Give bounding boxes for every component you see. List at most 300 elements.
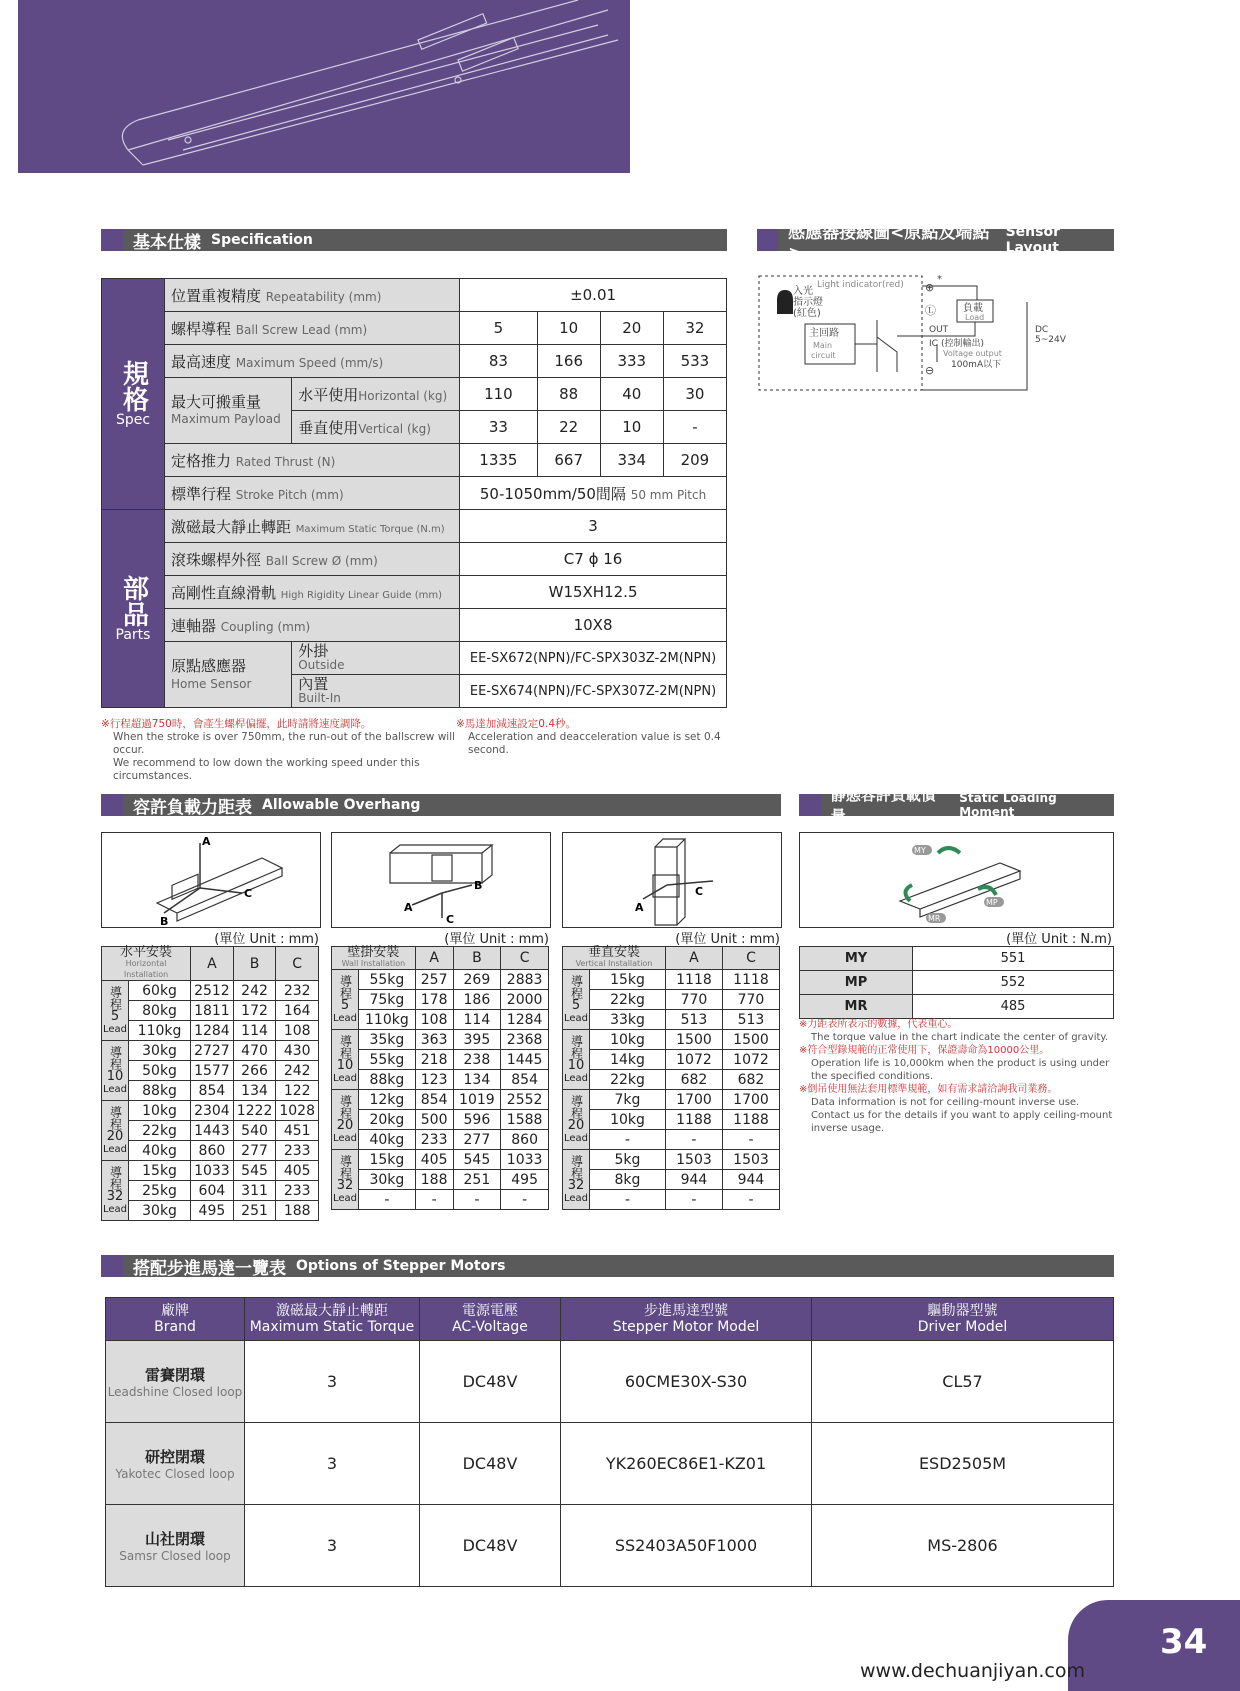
lead-en: Lead bbox=[332, 1072, 358, 1084]
model-cell: SS2403A50F1000 bbox=[561, 1505, 812, 1587]
lead-cell bbox=[563, 1150, 590, 1210]
asterisk: * bbox=[937, 274, 942, 285]
col-model bbox=[561, 1298, 812, 1341]
note-text: When the stroke is over 750mm, the run-out of the ballscrew will occur. bbox=[113, 731, 456, 756]
value-cell: 108 bbox=[415, 1010, 453, 1030]
guide-value: W15XH12.5 bbox=[460, 576, 727, 609]
header-en: Driver Model bbox=[917, 1319, 1008, 1335]
value-cell: 513 bbox=[722, 1010, 779, 1030]
load-cell: 40kg bbox=[359, 1130, 416, 1150]
value-cell: 172 bbox=[233, 1001, 276, 1021]
value-cell: 188 bbox=[415, 1170, 453, 1190]
horizontal-overhang-table bbox=[101, 946, 319, 1221]
guide-zh: 高剛性直線滑軌 bbox=[171, 583, 277, 602]
static-moment-table bbox=[799, 946, 1114, 1019]
value-cell: 405 bbox=[415, 1150, 453, 1170]
header-zh: 電源電壓 bbox=[462, 1303, 518, 1319]
section-title-en: Sensor Layout bbox=[1005, 224, 1060, 256]
value-cell: 251 bbox=[453, 1170, 501, 1190]
value-cell: 1811 bbox=[191, 1001, 234, 1021]
payload-horizontal-label bbox=[292, 378, 460, 411]
payload-zh: 最大可搬重量 bbox=[171, 392, 262, 411]
value-cell: 854 bbox=[501, 1070, 549, 1090]
torque-zh: 激磁最大靜止轉距 bbox=[171, 517, 292, 536]
lead-word: 導程 bbox=[338, 1094, 353, 1119]
value-cell: 944 bbox=[665, 1170, 722, 1190]
lead-value: 10 bbox=[537, 312, 600, 345]
load-cell: 10kg bbox=[590, 1030, 666, 1050]
stroke-value bbox=[460, 477, 727, 510]
lead-word: 導程 bbox=[108, 1045, 123, 1070]
value-cell: 495 bbox=[191, 1201, 234, 1221]
lead-value: 20 bbox=[336, 1117, 354, 1133]
thrust-label bbox=[165, 444, 460, 477]
table-row bbox=[102, 1041, 319, 1061]
value-cell: 114 bbox=[453, 1010, 501, 1030]
actuator-illustration bbox=[18, 0, 630, 173]
header-zh: 驅動器型號 bbox=[927, 1303, 998, 1319]
value-cell: 178 bbox=[415, 990, 453, 1010]
speed-zh: 最高速度 bbox=[171, 352, 232, 371]
spec-note-2 bbox=[456, 718, 726, 757]
lead-word: 導程 bbox=[108, 985, 123, 1010]
payload-h-value: 30 bbox=[663, 378, 726, 411]
value-cell: 500 bbox=[415, 1110, 453, 1130]
value-cell: 1188 bbox=[722, 1110, 779, 1130]
lead-value: 5 bbox=[340, 997, 350, 1013]
payload-v-value: 22 bbox=[537, 411, 600, 444]
table-row bbox=[106, 1341, 1114, 1423]
value-cell: 257 bbox=[415, 970, 453, 990]
value-cell: 2883 bbox=[501, 970, 549, 990]
table-header-row bbox=[106, 1298, 1114, 1341]
note-text: We recommend to low down the working speed under this circumstances. bbox=[113, 757, 420, 782]
table-row bbox=[102, 1121, 319, 1141]
load-cell: 75kg bbox=[359, 990, 416, 1010]
table-row bbox=[102, 1021, 319, 1041]
value-cell: 134 bbox=[233, 1081, 276, 1101]
lead-en: Lead bbox=[332, 1192, 358, 1204]
value-cell: 1033 bbox=[191, 1161, 234, 1181]
value-cell: 495 bbox=[501, 1170, 549, 1190]
sensor-outside-value: EE-SX672(NPN)/FC-SPX303Z-2M(NPN) bbox=[460, 642, 727, 675]
table-row bbox=[332, 1090, 549, 1110]
section-title-zh: 靜態容許負載慣量 bbox=[830, 786, 936, 825]
value-cell: 405 bbox=[276, 1161, 319, 1181]
value-cell: 311 bbox=[233, 1181, 276, 1201]
speed-en: Maximum Speed (mm/s) bbox=[235, 355, 384, 370]
stroke-en: Stroke Pitch (mm) bbox=[235, 487, 344, 502]
wall-install-image bbox=[331, 832, 551, 928]
lead-en: Ball Screw Lead (mm) bbox=[235, 322, 368, 337]
note-red: ※倒吊使用無法套用標準規範，如有需求請洽詢我司業務。 bbox=[799, 1084, 1058, 1095]
value-cell: 232 bbox=[276, 981, 319, 1001]
payload-h-value: 88 bbox=[537, 378, 600, 411]
spec-note-1 bbox=[101, 718, 461, 783]
load-cell: 25kg bbox=[129, 1181, 191, 1201]
unit-label: (單位 Unit : mm) bbox=[444, 932, 549, 947]
cat-parts-en: Parts bbox=[115, 626, 151, 643]
brand-cell bbox=[106, 1505, 245, 1587]
value-cell: 2512 bbox=[191, 981, 234, 1001]
static-notes bbox=[799, 1018, 1114, 1135]
table-row bbox=[102, 1181, 319, 1201]
out-label: OUT bbox=[929, 325, 949, 335]
value-cell: 1500 bbox=[722, 1030, 779, 1050]
table-row bbox=[563, 1170, 780, 1190]
value-cell: 1118 bbox=[722, 970, 779, 990]
value-cell: 1028 bbox=[276, 1101, 319, 1121]
section-accent bbox=[757, 229, 778, 251]
value-cell: 2552 bbox=[501, 1090, 549, 1110]
l-terminal-icon: Ⓛ bbox=[925, 304, 936, 317]
load-cell: 35kg bbox=[359, 1030, 416, 1050]
load-cell: 33kg bbox=[590, 1010, 666, 1030]
horizontal-install-image bbox=[101, 832, 321, 928]
value-cell: 451 bbox=[276, 1121, 319, 1141]
repeat-value: ±0.01 bbox=[460, 279, 727, 312]
table-row bbox=[563, 1130, 780, 1150]
table-row bbox=[102, 1001, 319, 1021]
lead-cell bbox=[563, 1030, 590, 1090]
wall-overhang-table bbox=[331, 946, 549, 1210]
table-row bbox=[563, 1030, 780, 1050]
value-cell: 108 bbox=[276, 1021, 319, 1041]
value-cell: 770 bbox=[665, 990, 722, 1010]
note-red: ※馬達加減速設定0.4秒。 bbox=[456, 718, 576, 730]
install-zh: 壁掛安裝 bbox=[347, 945, 400, 960]
table-row bbox=[332, 1050, 549, 1070]
coupling-en: Coupling (mm) bbox=[220, 619, 311, 634]
repeat-zh: 位置重複精度 bbox=[171, 286, 262, 305]
axis-a-label: A bbox=[202, 835, 211, 848]
lead-value: 20 bbox=[106, 1128, 124, 1144]
model-cell: YK260EC86E1-KZ01 bbox=[561, 1423, 812, 1505]
lead-value: 10 bbox=[106, 1068, 124, 1084]
vertical-overhang-table bbox=[562, 946, 780, 1210]
screw-zh: 滾珠螺桿外徑 bbox=[171, 550, 262, 569]
axis-b-label: B bbox=[474, 879, 483, 892]
value-cell: 269 bbox=[453, 970, 501, 990]
led-icon bbox=[777, 290, 793, 314]
value-cell: 1118 bbox=[665, 970, 722, 990]
lead-cell bbox=[332, 1150, 359, 1210]
load-cell: 22kg bbox=[590, 990, 666, 1010]
load-cell: - bbox=[590, 1190, 666, 1210]
lead-cell bbox=[332, 970, 359, 1030]
lead-cell bbox=[332, 1030, 359, 1090]
section-accent bbox=[101, 1255, 123, 1277]
brand-cell bbox=[106, 1423, 245, 1505]
vertical-install-image bbox=[562, 832, 782, 928]
lead-value: 5 bbox=[571, 997, 581, 1013]
value-cell: 545 bbox=[453, 1150, 501, 1170]
value-cell: 164 bbox=[276, 1001, 319, 1021]
speed-value: 166 bbox=[537, 345, 600, 378]
header-zh: 廠牌 bbox=[161, 1303, 189, 1319]
col-header-b: B bbox=[453, 947, 501, 970]
sensor-wiring-diagram bbox=[757, 272, 1097, 397]
lead-cell bbox=[102, 1101, 129, 1161]
horizontal-actuator-icon bbox=[102, 833, 320, 927]
install-zh: 垂直安裝 bbox=[587, 945, 640, 960]
table-row bbox=[332, 1150, 549, 1170]
thrust-value: 1335 bbox=[460, 444, 538, 477]
thrust-zh: 定格推力 bbox=[171, 451, 232, 470]
value-cell: 854 bbox=[191, 1081, 234, 1101]
value-cell: - bbox=[665, 1130, 722, 1150]
page-number: 34 bbox=[1160, 1622, 1208, 1662]
moment-name: MY bbox=[800, 947, 913, 971]
note-text: The torque value in the chart indicate the center of gravity. bbox=[811, 1032, 1109, 1043]
lead-word: 導程 bbox=[569, 974, 584, 999]
driver-cell: CL57 bbox=[812, 1341, 1114, 1423]
mr-badge: MR bbox=[928, 914, 941, 923]
load-cell: 15kg bbox=[359, 1150, 416, 1170]
lead-word: 導程 bbox=[569, 1034, 584, 1059]
value-cell: 860 bbox=[501, 1130, 549, 1150]
lead-cell bbox=[563, 1090, 590, 1150]
light-indicator-label: Light indicator(red) bbox=[817, 280, 904, 290]
lead-value: 5 bbox=[110, 1008, 120, 1024]
lead-label bbox=[165, 312, 460, 345]
table-row bbox=[563, 1090, 780, 1110]
value-cell: 596 bbox=[453, 1110, 501, 1130]
lead-en: Lead bbox=[563, 1072, 589, 1084]
lead-word: 導程 bbox=[569, 1154, 584, 1179]
value-cell: 860 bbox=[191, 1141, 234, 1161]
col-brand bbox=[106, 1298, 245, 1341]
lead-en: Lead bbox=[332, 1132, 358, 1144]
payload-h-value: 110 bbox=[460, 378, 538, 411]
table-row bbox=[800, 947, 1114, 971]
col-voltage bbox=[420, 1298, 561, 1341]
torque-cell: 3 bbox=[245, 1341, 420, 1423]
lead-word: 導程 bbox=[338, 1154, 353, 1179]
axis-a-label: A bbox=[635, 901, 644, 914]
repeat-en: Repeatability (mm) bbox=[265, 289, 382, 304]
value-cell: 251 bbox=[233, 1201, 276, 1221]
brand-en: Leadshine Closed loop bbox=[107, 1385, 243, 1399]
load-en: Load bbox=[965, 313, 985, 322]
stroke-value-en: 50 mm Pitch bbox=[630, 487, 707, 502]
mp-badge: MP bbox=[986, 898, 998, 907]
lead-word: 導程 bbox=[338, 974, 353, 999]
value-cell: 513 bbox=[665, 1010, 722, 1030]
moment-name: MP bbox=[800, 971, 913, 995]
driver-cell: MS-2806 bbox=[812, 1505, 1114, 1587]
spec-section-bar bbox=[101, 229, 727, 251]
lead-word: 導程 bbox=[108, 1105, 123, 1130]
value-cell: 682 bbox=[665, 1070, 722, 1090]
value-cell: 1503 bbox=[665, 1150, 722, 1170]
load-cell: 30kg bbox=[129, 1041, 191, 1061]
moment-name: MR bbox=[800, 995, 913, 1019]
load-cell: 40kg bbox=[129, 1141, 191, 1161]
lead-word: 導程 bbox=[569, 1094, 584, 1119]
col-header-b: B bbox=[233, 947, 276, 981]
wall-actuator-icon bbox=[332, 833, 550, 927]
overhang-section-bar bbox=[101, 794, 781, 816]
load-cell: 88kg bbox=[359, 1070, 416, 1090]
repeat-label bbox=[165, 279, 460, 312]
col-driver bbox=[812, 1298, 1114, 1341]
value-cell: 1443 bbox=[191, 1121, 234, 1141]
load-cell: 10kg bbox=[590, 1110, 666, 1130]
main-circuit-en-2: circuit bbox=[811, 351, 836, 360]
spec-category bbox=[102, 279, 165, 510]
lead-en: Lead bbox=[563, 1012, 589, 1024]
header-en: AC-Voltage bbox=[452, 1319, 528, 1335]
load-cell: 30kg bbox=[129, 1201, 191, 1221]
payload-vertical-label bbox=[292, 411, 460, 444]
note-text: Operation life is 10,000km when the product is using under the specified conditions. bbox=[811, 1058, 1110, 1082]
cat-spec-en: Spec bbox=[115, 412, 151, 428]
note-red: ※力距表所表示的數據，代表重心。 bbox=[799, 1019, 958, 1030]
value-cell: 2727 bbox=[191, 1041, 234, 1061]
speed-value: 533 bbox=[663, 345, 726, 378]
lead-en: Lead bbox=[332, 1012, 358, 1024]
value-cell: 2368 bbox=[501, 1030, 549, 1050]
my-arrow-icon bbox=[938, 848, 960, 853]
cat-spec-zh: 規格 bbox=[118, 360, 149, 412]
install-en: Horizontal Installation bbox=[123, 959, 169, 979]
payload-h-value: 40 bbox=[600, 378, 663, 411]
table-header-row bbox=[332, 947, 549, 970]
table-row bbox=[106, 1423, 1114, 1505]
value-cell: 470 bbox=[233, 1041, 276, 1061]
table-row bbox=[332, 990, 549, 1010]
voltage-cell: DC48V bbox=[420, 1505, 561, 1587]
table-row bbox=[332, 1110, 549, 1130]
main-circuit-zh: 主回路 bbox=[809, 328, 839, 339]
value-cell: - bbox=[501, 1190, 549, 1210]
website-url[interactable]: www.dechuanjiyan.com bbox=[860, 1660, 1085, 1682]
value-cell: 1500 bbox=[665, 1030, 722, 1050]
lead-value: 10 bbox=[567, 1057, 585, 1073]
value-cell: 1222 bbox=[233, 1101, 276, 1121]
moment-value: 552 bbox=[913, 971, 1114, 995]
brand-cell bbox=[106, 1341, 245, 1423]
lead-value: 32 bbox=[106, 1188, 124, 1204]
payload-v-value: 10 bbox=[600, 411, 663, 444]
table-row bbox=[332, 1030, 549, 1050]
sensor-zh: 原點感應器 bbox=[171, 656, 247, 675]
sensor-en: Home Sensor bbox=[171, 676, 252, 691]
value-cell: 242 bbox=[276, 1061, 319, 1081]
hero-image bbox=[18, 0, 630, 173]
lead-en: Lead bbox=[563, 1132, 589, 1144]
lead-en: Lead bbox=[563, 1192, 589, 1204]
value-cell: 770 bbox=[722, 990, 779, 1010]
main-circuit-en-1: Main bbox=[813, 341, 833, 350]
lead-zh: 螺桿導程 bbox=[171, 319, 232, 338]
lead-word: 導程 bbox=[338, 1034, 353, 1059]
motors-table bbox=[105, 1297, 1114, 1587]
speed-value: 333 bbox=[600, 345, 663, 378]
table-header-row bbox=[102, 947, 319, 981]
header-en: Maximum Static Torque bbox=[249, 1319, 415, 1335]
value-cell: 395 bbox=[453, 1030, 501, 1050]
screw-label bbox=[165, 543, 460, 576]
mr-arrow-icon bbox=[905, 885, 912, 901]
table-row bbox=[332, 1190, 549, 1210]
payload-en: Maximum Payload bbox=[171, 411, 281, 426]
torque-value: 3 bbox=[460, 510, 727, 543]
lead-en: Lead bbox=[102, 1023, 128, 1035]
sensor-out-en: Outside bbox=[298, 658, 345, 672]
lead-cell bbox=[563, 970, 590, 1030]
value-cell: - bbox=[722, 1130, 779, 1150]
value-cell: 1588 bbox=[501, 1110, 549, 1130]
value-cell: 123 bbox=[415, 1070, 453, 1090]
voltage-output-label: Voltage output bbox=[943, 349, 1002, 358]
section-accent bbox=[101, 229, 123, 251]
header-en: Stepper Motor Model bbox=[612, 1319, 760, 1335]
load-cell: 12kg bbox=[359, 1090, 416, 1110]
screw-value: C7 ϕ 16 bbox=[460, 543, 727, 576]
screw-en: Ball Screw Ø (mm) bbox=[265, 553, 378, 568]
note-text: Data information is not for ceiling-mount inverse use. Contact us for the details if you want to apply ceiling-mount inverse usage. bbox=[811, 1097, 1113, 1134]
coupling-zh: 連軸器 bbox=[171, 616, 217, 635]
static-moment-image bbox=[799, 832, 1114, 928]
table-row bbox=[332, 1070, 549, 1090]
note-text: Acceleration and deacceleration value is set 0.4 second. bbox=[468, 731, 721, 756]
speed-value: 83 bbox=[460, 345, 538, 378]
lead-value: 32 bbox=[336, 1177, 354, 1193]
load-cell: 110kg bbox=[359, 1010, 416, 1030]
stroke-value-zh: 50-1050mm/50間隔 bbox=[479, 484, 626, 503]
lead-value: 20 bbox=[567, 1117, 585, 1133]
vertical-actuator-icon bbox=[563, 833, 781, 927]
value-cell: 430 bbox=[276, 1041, 319, 1061]
torque-cell: 3 bbox=[245, 1505, 420, 1587]
section-title-en: Static Loading Moment bbox=[959, 791, 1057, 819]
coupling-label bbox=[165, 609, 460, 642]
value-cell: 2304 bbox=[191, 1101, 234, 1121]
table-row bbox=[800, 995, 1114, 1019]
lead-value: 10 bbox=[336, 1057, 354, 1073]
voltage-label: 5~24V bbox=[1035, 335, 1066, 345]
lead-cell bbox=[102, 981, 129, 1041]
thrust-value: 209 bbox=[663, 444, 726, 477]
value-cell: 266 bbox=[233, 1061, 276, 1081]
payload-v-value: - bbox=[663, 411, 726, 444]
torque-label bbox=[165, 510, 460, 543]
value-cell: 242 bbox=[233, 981, 276, 1001]
brand-en: Yakotec Closed loop bbox=[115, 1467, 235, 1481]
torque-en: Maximum Static Torque (N.m) bbox=[295, 523, 445, 535]
load-cell: 88kg bbox=[129, 1081, 191, 1101]
value-cell: 188 bbox=[276, 1201, 319, 1221]
sensor-builtin-value: EE-SX674(NPN)/FC-SPX307Z-2M(NPN) bbox=[460, 675, 727, 708]
table-row bbox=[332, 970, 549, 990]
value-cell: 854 bbox=[415, 1090, 453, 1110]
spec-table bbox=[101, 278, 727, 708]
unit-label: (單位 Unit : mm) bbox=[214, 932, 319, 947]
voltage-cell: DC48V bbox=[420, 1423, 561, 1505]
value-cell: 1072 bbox=[722, 1050, 779, 1070]
table-row bbox=[102, 1081, 319, 1101]
section-title-zh: 感應器接線圖<原點及端點> bbox=[788, 222, 990, 263]
header-zh: 步進馬達型號 bbox=[644, 1303, 728, 1319]
value-cell: 1445 bbox=[501, 1050, 549, 1070]
value-cell: 1019 bbox=[453, 1090, 501, 1110]
sensor-label bbox=[165, 642, 292, 708]
load-cell: 7kg bbox=[590, 1090, 666, 1110]
section-accent bbox=[799, 794, 821, 816]
install-type-header bbox=[332, 947, 416, 970]
